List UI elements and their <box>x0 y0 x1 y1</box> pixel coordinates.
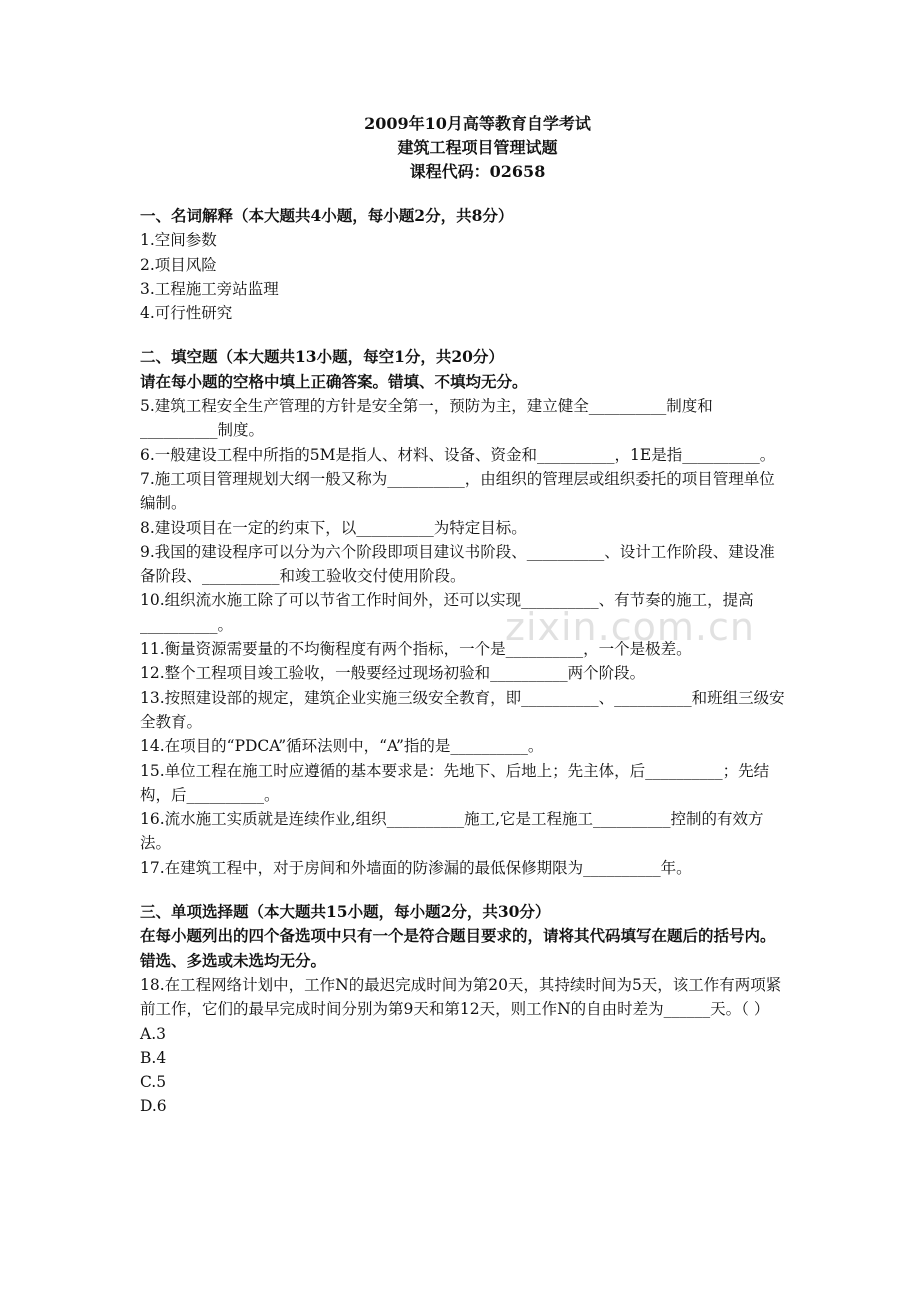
question-item: 3.工程施工旁站监理 <box>140 279 279 298</box>
section-fill-in-blanks <box>140 345 785 880</box>
question-item: 6.一般建设工程中所指的5M是指人、材料、设备、资金和__________，1E是指__________。 <box>140 445 776 464</box>
section-instruction: 请在每小题的空格中填上正确答案。错填、不填均无分。 <box>140 371 528 391</box>
section-term-definitions <box>140 204 785 325</box>
exam-page <box>140 112 785 1139</box>
section-title: 三、单项选择题（本大题共15小题，每小题2分，共30分） <box>140 902 551 922</box>
question-item: 15.单位工程在施工时应遵循的基本要求是：先地下、后地上；先主体，后__________；先结构，后__________。 <box>140 761 770 804</box>
question-item: 10.组织流水施工除了可以节省工作时间外，还可以实现__________、有节奏的施工，提高__________。 <box>140 591 754 634</box>
question-item: 5.建筑工程安全生产管理的方针是安全第一，预防为主，建立健全__________制度和__________制度。 <box>140 397 713 440</box>
answer-option: B.4 <box>140 1048 167 1067</box>
exam-session-title: 2009年10月高等教育自学考试 <box>364 114 591 133</box>
question-item: 11.衡量资源需要量的不均衡程度有两个指标，一个是__________，一个是极差。 <box>140 640 692 659</box>
question-item: 1.空间参数 <box>140 231 217 250</box>
question-item: 14.在项目的“PDCA”循环法则中，“A”指的是__________。 <box>140 737 544 756</box>
answer-option: D.6 <box>140 1097 167 1116</box>
question-item: 4.可行性研究 <box>140 304 233 323</box>
question-item: 7.施工项目管理规划大纲一般又称为__________，由组织的管理层或组织委托的项目管理单位编制。 <box>140 469 775 513</box>
answer-option: A.3 <box>140 1024 166 1043</box>
question-item: 12.整个工程项目竣工验收，一般要经过现场初验和__________两个阶段。 <box>140 664 646 683</box>
section-single-choice <box>140 900 785 1119</box>
question-item: 9.我国的建设程序可以分为六个阶段即项目建议书阶段、__________、设计工作阶段、建设准备阶段、__________和竣工验收交付使用阶段。 <box>140 542 775 586</box>
question-item: 17.在建筑工程中，对于房间和外墙面的防渗漏的最低保修期限为__________年。 <box>140 858 692 877</box>
answer-option: C.5 <box>140 1073 167 1092</box>
section-title: 一、名词解释（本大题共4小题，每小题2分，共8分） <box>140 206 514 225</box>
exam-subject-title: 建筑工程项目管理试题 <box>397 138 558 157</box>
exam-header <box>140 112 785 184</box>
course-code: 课程代码：02658 <box>409 162 546 181</box>
question-item: 13.按照建设部的规定，建筑企业实施三级安全教育，即__________、__________和班组三级安全教育。 <box>140 688 785 731</box>
section-title: 二、填空题（本大题共13小题，每空1分，共20分） <box>140 347 504 367</box>
question-item: 18.在工程网络计划中，工作N的最迟完成时间为第20天，其持续时间为5天，该工作有两项紧前工作，它们的最早完成时间分别为第9天和第12天，则工作N的自由时差为______天。（ ） <box>140 975 782 1019</box>
question-item: 8.建设项目在一定的约束下，以__________为特定目标。 <box>140 518 527 537</box>
question-item: 2.项目风险 <box>140 255 217 274</box>
watermark: zixin.com.cn <box>505 605 755 649</box>
question-item: 16.流水施工实质就是连续作业,组织__________施工,它是工程施工__________控制的有效方法。 <box>140 810 764 853</box>
section-instruction: 在每小题列出的四个备选项中只有一个是符合题目要求的，请将其代码填写在题后的括号内。错选、多选或未选均无分。 <box>140 926 776 970</box>
